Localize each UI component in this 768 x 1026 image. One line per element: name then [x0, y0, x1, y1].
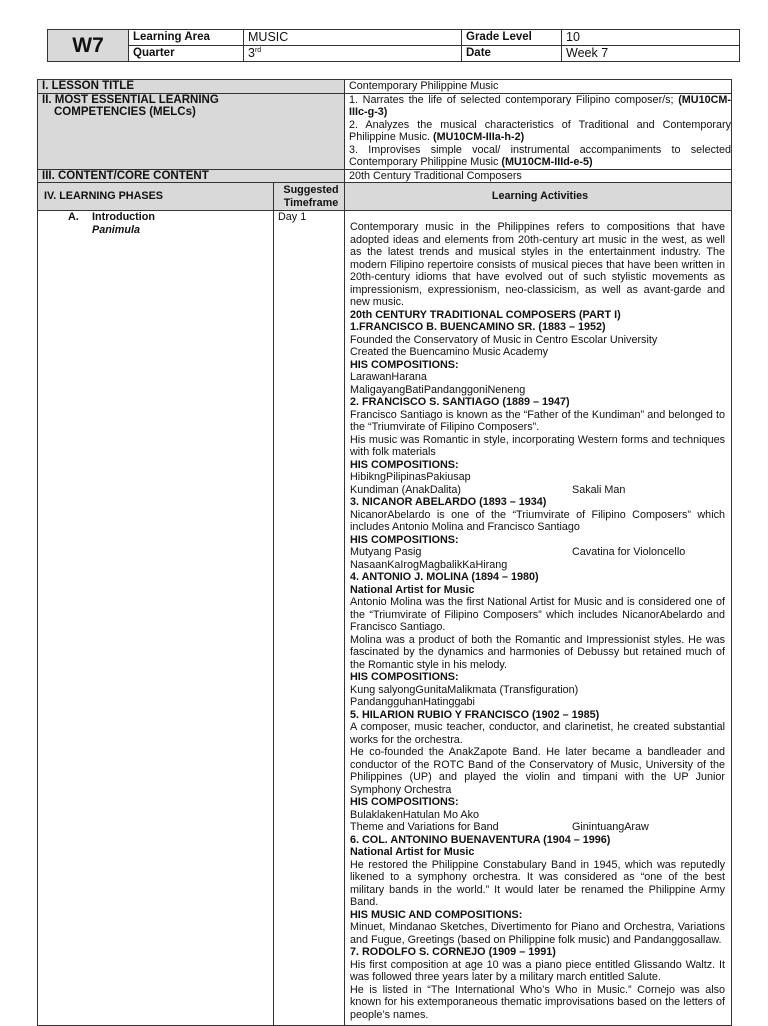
activities-header: Learning Activities — [345, 183, 732, 211]
melc-list — [345, 93, 732, 169]
compositions-heading: HIS COMPOSITIONS: — [350, 358, 459, 371]
lesson-title-label: I. LESSON TITLE — [38, 80, 345, 94]
composer-name: 7. RODOLFO S. CORNEJO (1909 – 1991) — [350, 946, 556, 958]
melc-item: 3. Improvises simple vocal/ instrumental accompaniments to selected Contemporary Philippine Music (MU10CM-IIId-e-5) — [349, 143, 731, 168]
lesson-title-value: Contemporary Philippine Music — [345, 80, 732, 94]
header-table — [47, 29, 740, 62]
learning-phases-header: IV. LEARNING PHASES — [38, 183, 274, 211]
learning-area-value: MUSIC — [244, 30, 462, 46]
composer-name: 3. NICANOR ABELARDO (1893 – 1934) — [350, 496, 547, 508]
national-artist-label: National Artist for Music — [350, 846, 475, 858]
compositions-heading: HIS COMPOSITIONS: — [350, 671, 459, 683]
date-value: Week 7 — [562, 46, 740, 62]
compositions-heading: HIS COMPOSITIONS: — [350, 796, 459, 808]
content-value: 20th Century Traditional Composers — [345, 169, 732, 183]
composer-name: 2. FRANCISCO S. SANTIAGO (1889 – 1947) — [350, 396, 570, 408]
composer-name: 1.FRANCISCO B. BUENCAMINO SR. (1883 – 1952) — [350, 321, 606, 333]
compositions-heading: HIS COMPOSITIONS: — [350, 458, 459, 471]
compositions-heading: HIS MUSIC AND COMPOSITIONS: — [350, 908, 523, 921]
content-label: III. CONTENT/CORE CONTENT — [38, 169, 345, 183]
composer-name: 5. HILARION RUBIO Y FRANCISCO (1902 – 1985) — [350, 708, 600, 721]
phase-cell: A. Introduction Panimula — [38, 211, 274, 1026]
lesson-table — [37, 79, 732, 1026]
melc-item: 1. Narrates the life of selected contemporary Filipino composer/s; (MU10CM-IIIc-g-3) — [349, 93, 731, 118]
national-artist-label: National Artist for Music — [350, 583, 475, 596]
grade-level-value: 10 — [562, 30, 740, 46]
quarter-value: 3rd — [244, 46, 462, 62]
timeframe-header: Suggested Timeframe — [274, 183, 345, 211]
week-code: W7 — [48, 30, 129, 62]
composer-name: 6. COL. ANTONINO BUENAVENTURA (1904 – 1996) — [350, 833, 611, 846]
learning-area-label: Learning Area — [129, 30, 244, 46]
grade-level-label: Grade Level — [462, 30, 562, 46]
compositions-heading: HIS COMPOSITIONS: — [350, 533, 459, 546]
activities-cell: Contemporary music in the Philippines refers to compositions that have adopted ideas and elements from 20th-century art music in the west, as well as the latest trends and musical styles in the entertainment industry. The modern Filipino repertoire consists of musical pieces that have been written in 20th-century idioms that have evolved out of such stylistic movements as impressionism, expressionism, neo-classicism, as well as avant-garde and new music. 20th CENTURY TRADITIONAL COMPOSERS (PART I) 1.FRANCISCO B. BUENCAMINO SR. (1883 – 1952) Founded the Conservatory of Music in Centro Escolar University Created the Buencamino Music Academy HIS COMPOSITIONS: LarawanHarana MaligayangBatiPandanggoniNeneng 2. FRANCISCO S. SANTIAGO (1889 – 1947) Francisco Santiago is known as the “Father of the Kundiman” and belonged to the “Triumvirate of Filipino Composers”. His music was Romantic in style, incorporating Western forms and techniques with folk materials HIS COMPOSITIONS: HibikngPilipinasPakiusap Kundiman (AnakDalita) Sakali Man 3. NICANOR ABELARDO (1893 – 1934) NicanorAbelardo is one of the “Triumvirate of Filipino Composers” which includes Antonio Molina and Francisco Santiago HIS COMPOSITIONS: Mutyang Pasig Cavatina for Violoncello NasaanKaIrogMagbalikKaHirang 4. ANTONIO J. MOLINA (1894 – 1980) National Artist for Music Antonio Molina was the first National Artist for Music and is considered one of the “Triumvirate of Filipino Composers” which includes NicanorAbelardo and Francisco Santiago. Molina was a product of both the Romantic and Impressionist styles. He was fascinated by the dynamics and harmonies of Debussy but retained much of the Romantic style in his melody. HIS COMPOSITIONS: Kung salyongGunitaMalikmata (Transfiguration) PandangguhanHatinggabi 5. HILARION RUBIO Y FRANCISCO (1902 – 1985) A composer, music teacher, conductor, and clarinetist, he created substantial works for the orchestra. He co-founded the AnakZapote Band. He later became a bandleader and conductor of the ROTC Band of the Conservatory of Music, University of the Philippines (UP) and played the violin and timpani with the UP Junior Symphony Orchestra HIS COMPOSITIONS: BulaklakenHatulan Mo Ako Theme and Variations for Band GinintuangAraw 6. COL. ANTONINO BUENAVENTURA (1904 – 1996) National Artist for Music He restored the Philippine Constabulary Band in 1945, which was reputedly likened to a symphony orchestra. It was considered as “one of the best military bands in the world.” It would later be renamed the Philippine Army Band. HIS MUSIC AND COMPOSITIONS: Minuet, Mindanao Sketches, Divertimento for Piano and Orchestra, Variations and Fugue, Greetings (based on Philippine folk music) and Pandanggosallaw. 7. RODOLFO S. CORNEJO (1909 – 1991) His first composition at age 10 was a piano piece entitled Glissando Waltz. It was followed three years later by a military march entitled Salute. He is listed in “The International Who’s Who in Music.” Cornejo was also known for his extemporaneous thematic improvisations based on the letters of people’s names. — [345, 211, 732, 1026]
timeframe-cell: Day 1 — [274, 211, 345, 1026]
quarter-label: Quarter — [129, 46, 244, 62]
date-label: Date — [462, 46, 562, 62]
melc-label: II. MOST ESSENTIAL LEARNING COMPETENCIES (MELCs) — [38, 93, 345, 169]
intro-paragraph: Contemporary music in the Philippines refers to compositions that have adopted ideas and elements from 20th-century art music in the west, as well as the latest trends and musical styles in the entertainment industry. The modern Filipino repertoire consists of musical pieces that have been written in 20th-century idioms that have evolved out of such stylistic movements as impressionism, expressionism, neo-classicism, as well as avant-garde and new music. — [350, 221, 725, 308]
melc-item: 2. Analyzes the musical characteristics of Traditional and Contemporary Philippine Music. (MU10CM-IIIa-h-2) — [349, 118, 731, 143]
part-title: 20th CENTURY TRADITIONAL COMPOSERS (PART I) — [350, 308, 621, 321]
composer-name: 4. ANTONIO J. MOLINA (1894 – 1980) — [350, 571, 539, 583]
